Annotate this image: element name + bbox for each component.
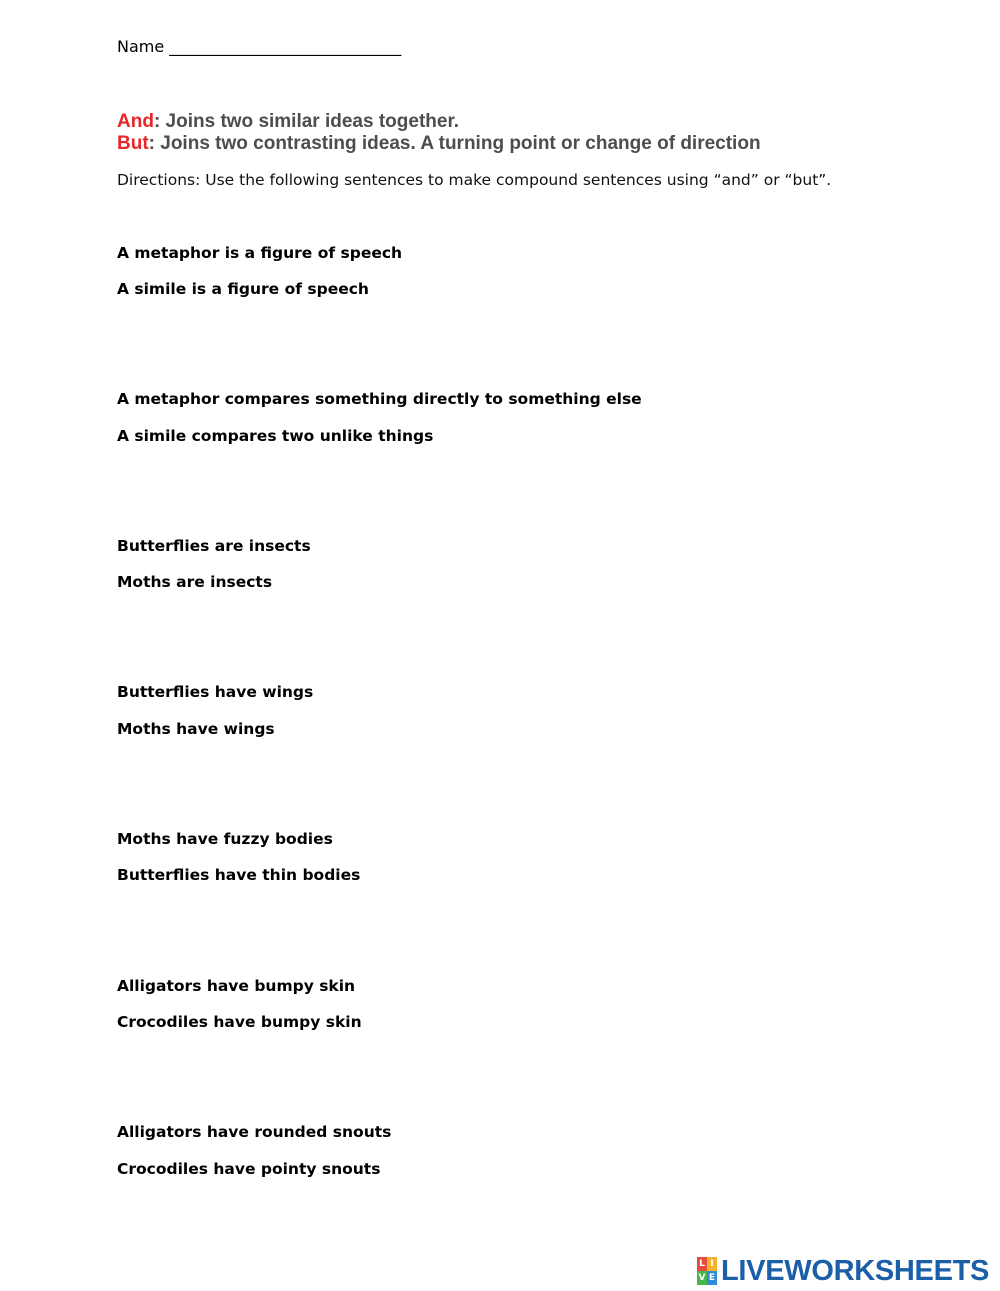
sentence-1b: A simile is a figure of speech [117, 280, 369, 298]
liveworksheets-logo [697, 1254, 989, 1288]
but-keyword: But [117, 133, 149, 154]
and-keyword: And [117, 111, 154, 132]
sentence-5b: Butterflies have thin bodies [117, 866, 361, 884]
logo-badge-letter: I [707, 1257, 717, 1271]
and-definition [117, 111, 459, 133]
but-definition [117, 133, 761, 155]
sentence-6a: Alligators have bumpy skin [117, 977, 356, 995]
name-field [117, 37, 401, 56]
logo-badge-letter: V [698, 1273, 706, 1283]
logo-badge-letter: L [697, 1257, 707, 1271]
sentence-2a: A metaphor compares something directly to something else [117, 390, 642, 408]
sentence-2b: A simile compares two unlike things [117, 427, 434, 445]
sentence-5a: Moths have fuzzy bodies [117, 830, 333, 848]
logo-badge-icon [697, 1257, 717, 1285]
sentence-7a: Alligators have rounded snouts [117, 1123, 392, 1141]
sentence-4b: Moths have wings [117, 720, 275, 738]
name-label: Name [117, 37, 165, 56]
directions-text: Directions: Use the following sentences to make compound sentences using “and” or “but”. [117, 171, 832, 189]
and-definition-text: : Joins two similar ideas together. [153, 111, 460, 132]
logo-text: LIVEWORKSHEETS [721, 1254, 990, 1287]
sentence-7b: Crocodiles have pointy snouts [117, 1160, 381, 1178]
sentence-3b: Moths are insects [117, 573, 273, 591]
but-definition-text: : Joins two contrasting ideas. A turning point or change of direction [148, 133, 761, 154]
sentence-3a: Butterflies are insects [117, 537, 311, 555]
sentence-6b: Crocodiles have bumpy skin [117, 1013, 362, 1031]
logo-badge-letter: E [708, 1273, 716, 1283]
sentence-1a: A metaphor is a figure of speech [117, 244, 403, 262]
sentence-4a: Butterflies have wings [117, 683, 314, 701]
name-blank-line[interactable]: _____________________________ [169, 37, 402, 56]
